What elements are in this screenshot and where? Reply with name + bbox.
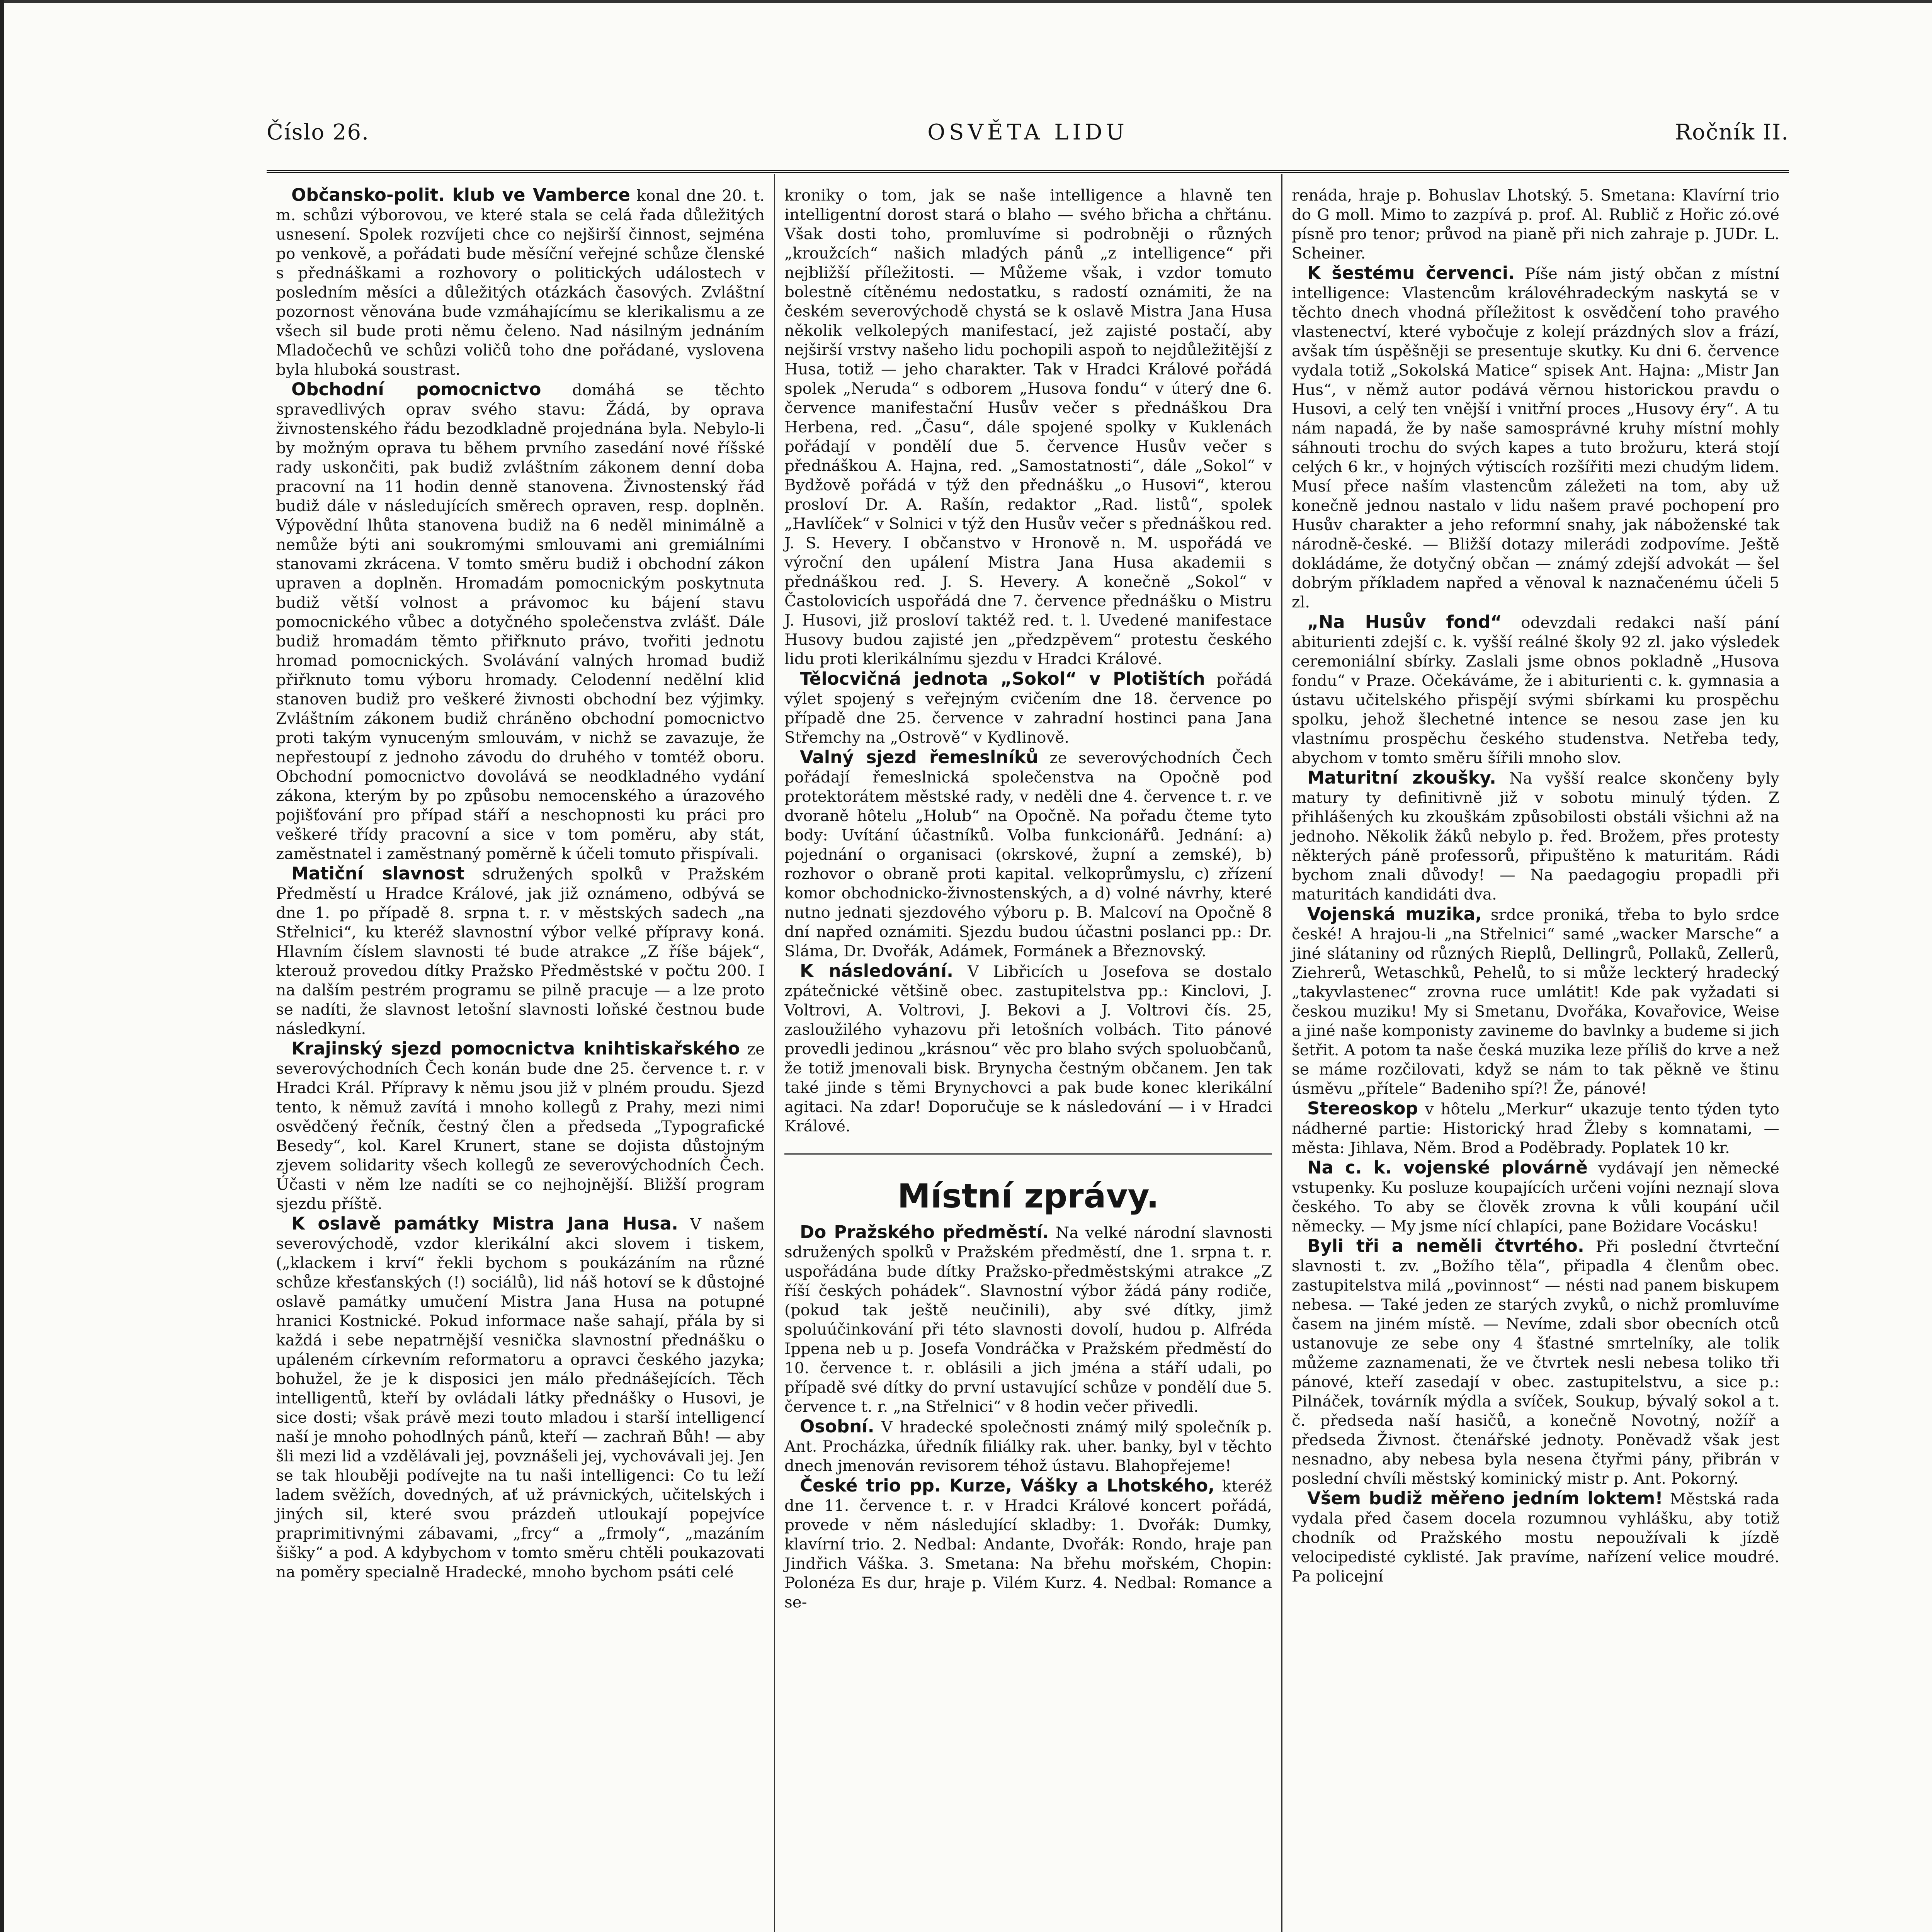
- news-item-headline: Valný sjezd řemeslníků: [800, 747, 1038, 767]
- news-item-headline: Občansko-polit. klub ve Vamberce: [291, 185, 630, 205]
- article-columns: [267, 174, 1789, 1932]
- news-item-body: Na vyšší realce skončeny byly matury ty definitivně již v sobotu minulý týden. Z přihlášených ku zkouškám způsobilosti obstáli všichni až na jednoho. Několik žáků nebylo p. řed. Brožem, přes protesty některých páně professorů, připuštěno k maturitám. Rádi bychom znali důvody! — Na paedagogiu propadli při maturitách kandidáti dva.: [1292, 769, 1780, 903]
- news-item-body: sdružených spolků v Pražském Předměstí u Hradce Králové, jak již oznámeno, odbývá se dne 1. po případě 8. srpna t. r. v městských sadech „na Střelnici“, ku kteréž slavnostní výbor velké přípravy koná. Hlavním číslem slavnosti té bude atrakce „Z říše bájek“, kterouž provedou dítky Pražsko Předměstské v počtu 200. I na dalším pestrém programu se pilně pracuje — a lze proto se nadíti, že slavnost letošní slavnosti loňské čestnou bude následkyní.: [276, 865, 765, 1038]
- news-item-headline: Vojenská muzika,: [1307, 904, 1482, 924]
- column-2: [774, 174, 1281, 1932]
- news-item-body: V Libřicích u Josefova se dostalo zpátečnické většině obec. zastupitelstva pp.: Kinclovi, J. Voltrovi, A. Voltrovi, J. Bekovi a J. Voltrovi čís. 25, zasloužilého vyhazovu při letošních volbách. Tito pánové provedli jedinou „krásnou“ věc pro blaho svých spoluobčanů, že totiž jmenovali bisk. Brynycha čestným občanem. Jen tak také jinde s těmi Brynychovci a pak bude konec klerikální agitaci. Na zdar! Doporučuje se k následování — i v Hradci Králové.: [784, 962, 1272, 1135]
- news-item: [784, 1476, 1272, 1612]
- section-heading: Místní zprávy.: [897, 1177, 1159, 1216]
- news-item: [276, 380, 765, 863]
- news-item-body: odevzdali redakci naší pání abiturienti zdejší c. k. vyšší reálné školy 92 zl. jako výsledek ceremoniální sbírky. Zaslali jsme obnos pokladně „Husova fondu“ v Praze. Očekáváme, že i abiturienti c. k. gymnasia a ústavu učitelského přispějí svými sbírkami ku prospěchu spolku, jehož šlechetné intence se nesou zase jen ku vlastnímu prospěchu českého studenstva. Netřeba tedy, abychom v tomto směru šířili mnoho slov.: [1292, 613, 1779, 767]
- news-item-body: Píše nám jistý občan z místní intelligence: Vlastencům královéhradeckým naskytá se v těchto dnech vhodná příležitost k osvědčení toho pravého vlastenectví, které vybočuje z kolejí prázdných slov a frází, avšak tím úspěšněji se presentuje skutky. Ku dni 6. července vydala totiž „Sokolská Matice“ spisek Ant. Hajna: „Mistr Jan Hus“, v němž autor podává věrnou historickou pravdu o Husovi, a celý ten vnější i vnitřní proces „Husovy éry“. A tu nám napadá, že by naše samosprávné kruhy místní mohly sáhnouti trochu do svých kapes a tuto brožuru, která stojí celých 6 kr., v hojných výtiscích rozšířiti mezi chudým lidem. Musí přece naším vlastencům záležeti na tom, aby už konečně jednou nastalo v lidu našem pravé pochopení pro Husův charakter a jeho reformní snahy, jak náboženské tak národně-české. — Bližší dotazy milerádi zodpovíme. Ještě dokládáme, že dotyčný občan — známý zdejší advokát — šel dobrým příkladem napřed a věnoval k naznačenému účeli 5 zl.: [1292, 264, 1779, 611]
- news-item-headline: Všem budiž měřeno jedním loktem!: [1307, 1488, 1663, 1509]
- news-item: [276, 864, 765, 1038]
- news-item-headline: Obchodní pomocnictvo: [291, 379, 541, 400]
- news-item-body: ze severovýchodních Čech konán bude dne 25. července t. r. v Hradci Král. Přípravy k němu jsou již v plném proudu. Sjezd tento, k němuž zavítá i mnoho kollegů z Prahy, mezi nimi osvědčený řečník, čestný člen a předseda „Typografické Besedy“, kol. Karel Krunert, stane se dojista důstojným zjevem solidarity všech kollegů ze severovýchodních Čech. Účasti v něm lze nadíti se co nejhojnější. Bližší program sjezdu příště.: [276, 1040, 765, 1213]
- news-item: [784, 1417, 1272, 1475]
- news-item: [1292, 1158, 1779, 1236]
- news-item-headline: Do Pražského předměstí.: [800, 1222, 1049, 1242]
- news-item: [1292, 264, 1779, 612]
- news-item-body: Při poslední čtvrteční slavnosti t. zv. „Božího těla“, připadla 4 členům obec. zastupitelstva milá „povinnost“ — nésti nad panem biskupem nebesa. — Také jeden ze starých zvyků, o nichž promluvíme časem na jiném místě. — Nevíme, zdali sbor obecních otců ustanovuje ze sebe ony 4 šťastné smrtelníky, ale tolik můžeme zaznamenati, že ve čtvrtek nesli nebesa toliko tři pánové, kteří zasedají v obec. zastupitelstvu, a sice p.: Pilnáček, továrník mýdla a svíček, Soukup, bývalý sokol a t. č. předseda naší hasičů, a konečně Novotný, nožíř a předseda Živnost. čtenářské jednoty. Poněvadž však jest nesnadno, aby nebesa byla nesena čtyřmi pány, přibrán v poslední chvíli městský kominický mistr p. Ant. Pokorný.: [1292, 1237, 1779, 1488]
- news-item-headline: Stereoskop: [1307, 1098, 1418, 1119]
- news-item-body: srdce proniká, třeba to bylo srdce české! A hrajou-li „na Střelnici“ samé „wacker Marsche“ a jiné slátaniny od různých Rieplů, Dellingrů, Pollaků, Zellerů, Ziehrerů, Wetaschků, Pehelů, to si může leckterý hradecký „takyvlastenec“ zrovna ruce umlátit! Kde pak vyžadati si českou muziku! My si Smetanu, Dvořáka, Kovařovice, Weise a jiné naše komponisty zavineme do bavlnky a budeme si jich šetřit. A potom ta naše česká muzika leze příliš do krve a než se máme rozčilovati, když se nám to tak pěkně ve štinu úsměvu „přítele“ Badeniho spí?! Že, pánové!: [1292, 905, 1779, 1098]
- news-item: [1292, 1236, 1779, 1488]
- news-item-body: kteréž dne 11. července t. r. v Hradci Králové koncert pořádá, provede v něm následující skladby: 1. Dvořák: Dumky, klavírní trio. 2. Nedbal: Andante, Dvořák: Rondo, hraje pan Jindřich Váška. 3. Smetana: Na břehu mořském, Chopin: Polonéza Es dur, hraje p. Vilém Kurz. 4. Nedbal: Romance a se-: [784, 1477, 1272, 1611]
- volume-number: Ročník II.: [1675, 120, 1789, 145]
- news-item-headline: „Na Husův fond“: [1307, 612, 1502, 632]
- news-item: [1292, 612, 1779, 767]
- scan-edge-left: [0, 0, 4, 1932]
- masthead-title: OSVĚTA LIDU: [927, 120, 1128, 145]
- news-item-headline: K následování.: [800, 961, 954, 981]
- news-item: [276, 185, 765, 379]
- news-item: [1292, 1099, 1779, 1157]
- news-item-headline: Na c. k. vojenské plovárně: [1307, 1157, 1588, 1178]
- news-item: [784, 185, 1272, 668]
- news-item: [784, 669, 1272, 747]
- news-item-body: ze severovýchodních Čech pořádají řemeslnická společenstva na Opočně pod protektorátem městské rady, v neděli dne 4. července t. r. ve dvoraně hôtelu „Holub“ na Opočně. Na pořadu čteme tyto body: Uvítání účastníků. Volba funkcionářů. Jednání: a) pojednání o organisaci (okrskové, župní a zemské), b) rozhovor o obraně proti kapital. velkoprůmyslu, c) zřízení komor obchodnicko-živnostenských, a d) volné návrhy, které nutno jednati sjezdového výboru p. B. Malcoví na Opočně 8 dní napřed oznámiti. Sjezdu budou účastni poslanci pp.: Dr. Sláma, Dr. Dvořák, Adámek, Formánek a Březnovský.: [784, 748, 1272, 960]
- news-item-headline: Krajinský sjezd pomocnictva knihtiskařského: [291, 1038, 740, 1059]
- news-item: [784, 961, 1272, 1136]
- news-item-headline: České trio pp. Kurze, Vášky a Lhotského,: [800, 1475, 1215, 1496]
- section-divider: [784, 1153, 1272, 1155]
- issue-number: Číslo 26.: [267, 120, 369, 145]
- news-item: [784, 748, 1272, 961]
- news-item: [276, 1039, 765, 1213]
- news-item: [1292, 1489, 1779, 1586]
- news-item-body: kroniky o tom, jak se naše intelligence a hlavně ten intelligentní dorost stará o blaho — svého břicha a chřtánu. Však dosti toho, promluvíme si podrobněji o různých „kroužcích“ našich mladých pánů „z intelligence“ při nejbližší příležitosti. — Můžeme však, i vzdor tomuto bolestně cítěnému nedostatku, s radostí oznámiti, že na českém severovýchodě chystá se k oslavě Mistra Jana Husa několik velkolepých manifestací, jež zajisté postačí, aby nejširší vrstvy našeho lidu pochopili aspoň to nejdůležitější z Husa, totiž — jeho charakter. Tak v Hradci Králové pořádá spolek „Neruda“ s odborem „Husova fondu“ v úterý dne 6. července manifestační Husův večer s přednáškou Dra Herbena, red. „Času“, dále spojené spolky v Kuklenách pořádají v pondělí due 5. července Husův večer s přednáškou A. Hajna, red. „Samostatnosti“, dále „Sokol“ v Bydžově pořádá v týž den přednášku „o Husovi“, kterou prosloví Dr. A. Rašín, redaktor „Rad. listů“, spolek „Havlíček“ v Solnici v týž den Husův večer s přednáškou red. J. S. Hevery. I občanstvo v Hronově n. M. uspořádá ve výroční den upálení Mistra Jana Husa akademii s přednáškou red. J. S. Hevery. A konečně „Sokol“ v Častolovicích uspořádá dne 7. července přednášku o Mistru J. Husovi, již prosloví taktéž red. t. l. Uvedené manifestace Husovy budou zajisté jen „předzpěvem“ protestu českého lidu proti klerikálnímu sjezdu v Hradci Králové.: [784, 186, 1272, 668]
- news-item-body: vydávají jen německé vstupenky. Ku posluze koupajících určeni vojíni neznají slova českého. To aby se člověk zrovna k vůli koupání učil německy. — My jsme nící chlapíci, pane Bożidare Vocásku!: [1292, 1159, 1779, 1235]
- news-item-headline: K oslavě památky Mistra Jana Husa.: [291, 1213, 678, 1234]
- newspaper-page: [267, 116, 1789, 1932]
- column-1: [267, 174, 774, 1932]
- news-item-body: Na velké národní slavnosti sdružených spolků v Pražském předměstí, dne 1. srpna t. r. uspořádána bude dítky Pražsko-předměstskými atrakce „Z říší českých pohádek“. Slavnostní výbor žádá pány rodiče, (pokud tak ještě neučinili), aby své dítky, jimž spoluúčinkování při této slavnosti dovolí, hudou p. Alfréda Ippena neb u p. Josefa Vondráčka v Pražském předměstí do 10. července t. r. oblásili a jich jména a stáří udali, po případě své dítky do první ustavující schůze v pondělí due 5. července t. r. „na Střelnici“ v 8 hodin večer přivedli.: [784, 1223, 1272, 1416]
- news-item-headline: Osobní.: [800, 1416, 874, 1437]
- news-item-headline: Matiční slavnost: [291, 863, 465, 884]
- page-header: [267, 116, 1789, 173]
- news-item: [276, 1214, 765, 1582]
- news-item-headline: Tělocvičná jednota „Sokol“ v Plotištích: [800, 668, 1205, 689]
- news-item: [1292, 185, 1779, 263]
- news-item-headline: Maturitní zkoušky.: [1307, 767, 1496, 788]
- news-item: [1292, 768, 1779, 904]
- news-item-body: renáda, hraje p. Bohuslav Lhotský. 5. Smetana: Klavírní trio do G moll. Mimo to zazpívá p. prof. Al. Rublič z Hořic zó.ové písně pro tenor; průvod na pianě při nich zahraje p. JUDr. L. Scheiner.: [1292, 186, 1779, 262]
- scan-edge-top: [0, 0, 1932, 3]
- news-item-body: V hradecké společnosti známý milý společník p. Ant. Procházka, úředník filiálky rak. uher. banky, byl v těchto dnech jmenován revisorem téhož ústavu. Blahopřejeme!: [784, 1418, 1272, 1475]
- news-item-headline: Byli tři a neměli čtvrtého.: [1307, 1236, 1584, 1256]
- column-3: [1281, 174, 1789, 1932]
- news-item: [784, 1223, 1272, 1416]
- news-item-body: Městská rada vydala před časem docela rozumnou vyhlášku, aby totiž chodník od Pražského mostu nepoužívali k jízdě velocipedisté cyklisté. Jak pravíme, nařízení velice moudré. Pa policejní: [1292, 1490, 1779, 1585]
- news-item-body: konal dne 20. t. m. schůzi výborovou, ve které stala se celá řada důležitých usnesení. Spolek rozvíjeti chce co nejširší činnost, sejména po venkově, a pořádati bude měsíční veřejné schůze členské s přednáškami a rozhovory o politických událostech v posledním měsíci a důležitých otázkách časových. Zvláštní pozornost věnována bude vzmáhajícímu se klerikalismu a ze všech sil bude proti němu čeleno. Nad násilným jednáním Mladočechů ve schůzi voličů toho dne pořádané, vyslovena byla hluboká soustrast.: [276, 186, 765, 379]
- news-item-headline: K šestému červenci.: [1307, 263, 1515, 283]
- news-item-body: pořádá výlet spojený s veřejným cvičením dne 18. července po případě dne 25. července v zahradní hostinci pana Jana Střemchy na „Ostrově“ v Kydlinově.: [784, 670, 1272, 747]
- news-item: [1292, 905, 1779, 1098]
- news-item-body: v hôtelu „Merkur“ ukazuje tento týden tyto nádherné partie: Historický hrad Žleby s komnatami, — města: Jihlava, Něm. Brod a Poděbrady. Poplatek 10 kr.: [1292, 1100, 1779, 1157]
- news-item-body: domáhá se těchto spravedlivých oprav svého stavu: Žádá, by oprava živnostenského řádu bezodkladně projednána byla. Nebylo-li by možným oprava tu během prvního zasedání nové říšské rady uskončiti, pak budiž zvláštním zákonem denní doba pracovní na 11 hodin denně stanovena. Živnostenský řád budiž dále v následujících směrech opraven, resp. doplněn. Výpovědní lhůta stanovena budiž na 6 neděl minimálně a nemůže býti ani soukromými smlouvami ani gremiálními stanovami zkrácena. V tomto směru budiž i obchodní zákon upraven a doplněn. Hromadám pomocnickým poskytnuta budiž větší volnost a právomoc ku bájení stavu pomocnického vůbec a dotyčného společenstva zvlášť. Dále budiž hromadám těmto přiřknuto právo, tvořiti jednotu hromad pomocnických. Svolávání valných hromad budiž přiřknuto tomu výboru hromady. Celodenní nedělní klid stanoven budiž pro veškeré živnosti obchodní bez výjimky. Zvláštním zákonem budiž chráněno obchodní pomocnictvo proti takým vynuceným smlouvám, v nichž se zavazuje, že nepřestoupí z jednoho závodu do druhého v tomtéž oboru. Obchodní pomocnictvo dovolává se neodkladného vydání zákona, kterým by po způsobu nemocenského a úrazového pojišťování pro případ stáří a neschopnosti ku práci pro veškeré třídy pracovní a sice v tom poměru, aby stát, zaměstnatel i zaměstnaný poměrně k účeli tomuto přispívali.: [276, 381, 765, 863]
- news-item-body: V našem severovýchodě, vzdor klerikální akci slovem i tiskem, („klackem i krví“ řekli bychom s poukázáním na různé schůze křesťanských (!) sociálů), lid náš hotoví se k důstojné oslavě památky umučení Mistra Jana Husa na potupné hranici Kostnické. Pokud informace naše sahají, přála by si každá i sebe nepatrnější vesnička slavnostní přednášku o upáleném církevním reformatoru a opravci českého jazyka; bohužel, že je k disposici jen málo přednášejících. Těch intelligentů, kteří by ovládali látky přednášky o Husovi, je sice dosti; však právě mezi touto mladou i starší intelligencí naší je mnoho pohodlných pánů, kteří — zachraň Bůh! — aby šli mezi lid a vzdělávali jej, povznášeli jej, vychovávali jej. Jen se tak hlouběji podívejte na tu naši intelligenci: Co tu leží ladem svěžích, dovedných, ať už právnických, učitelských i jiných sil, které svou prázdeň utloukají popejvíce praprimitivnými zábavami, „frcy“ a „frmoly“, „mazáním šišky“ a pod. A kdybychom v tomto směru chtěli poukazovati na poměry specialně Hradecké, mnoho bychom psáti celé: [276, 1215, 765, 1581]
